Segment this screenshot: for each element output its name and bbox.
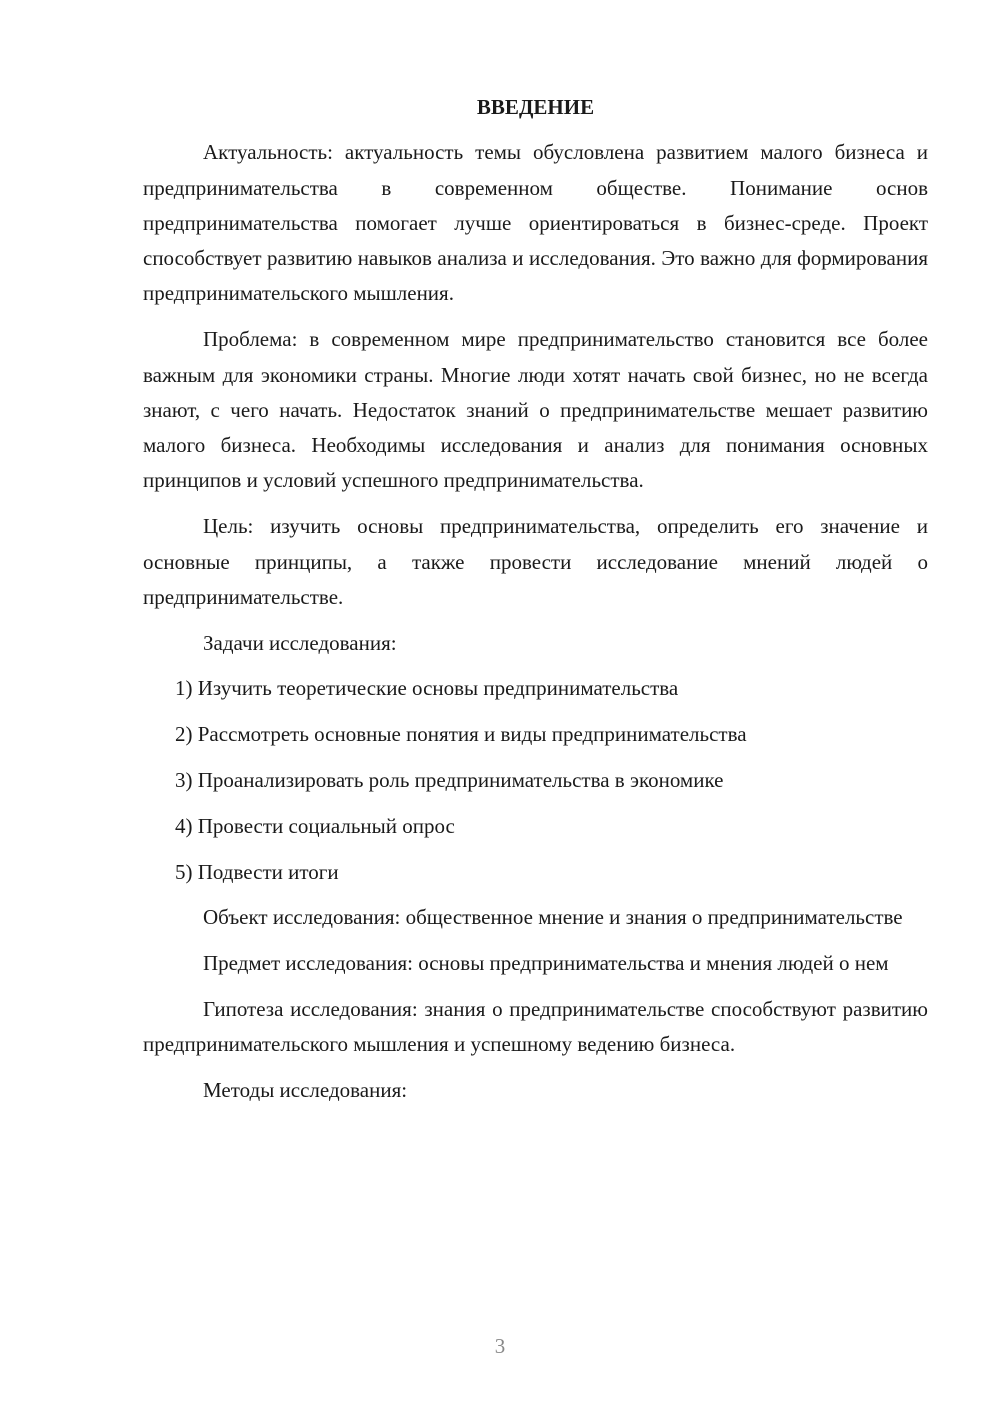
relevance-paragraph: Актуальность: актуальность темы обусловлена развитием малого бизнеса и предпринимательства в современном обществе. Понимание основ предпринимательства помогает лучше ориентироваться в бизнес-среде. Проект способствует развитию навыков анализа и исследования. Это важно для формирования предпринимательского мышления.: [143, 140, 928, 306]
list-item: 5) Подвести итоги: [175, 859, 339, 884]
document-page: [143, 90, 928, 1119]
list-item: 1) Изучить теоретические основы предпринимательства: [175, 676, 679, 701]
page-title: ВВЕДЕНИЕ: [476, 95, 595, 119]
list-item: 3) Проанализировать роль предпринимательства в экономике: [175, 768, 724, 793]
problem-paragraph: Проблема: в современном мире предпринимательство становится все более важным для экономики страны. Многие люди хотят начать свой бизнес, но не всегда знают, с чего начать. Недостаток знаний о предпринимательстве мешает развитию малого бизнеса. Необходимы исследования и анализ для понимания основных принципов и условий успешного предпринимательства.: [143, 327, 928, 493]
list-item: 2) Рассмотреть основные понятия и виды предпринимательства: [175, 722, 747, 747]
list-item: 4) Провести социальный опрос: [175, 813, 455, 838]
tasks-heading: Задачи исследования:: [203, 630, 397, 655]
methods-heading: Методы исследования:: [203, 1078, 408, 1103]
object-paragraph: Объект исследования: общественное мнение и знания о предпринимательстве: [203, 905, 903, 930]
subject-paragraph: Предмет исследования: основы предпринимательства и мнения людей о нем: [203, 951, 889, 976]
goal-paragraph: Цель: изучить основы предпринимательства, определить его значение и основные принципы, а также провести исследование мнений людей о предпринимательстве.: [143, 514, 928, 609]
hypothesis-paragraph: Гипотеза исследования: знания о предпринимательстве способствуют развитию предпринимательского мышления и успешному ведению бизнеса.: [143, 997, 928, 1057]
page-number: 3: [494, 1334, 506, 1358]
tasks-list: [143, 671, 928, 889]
